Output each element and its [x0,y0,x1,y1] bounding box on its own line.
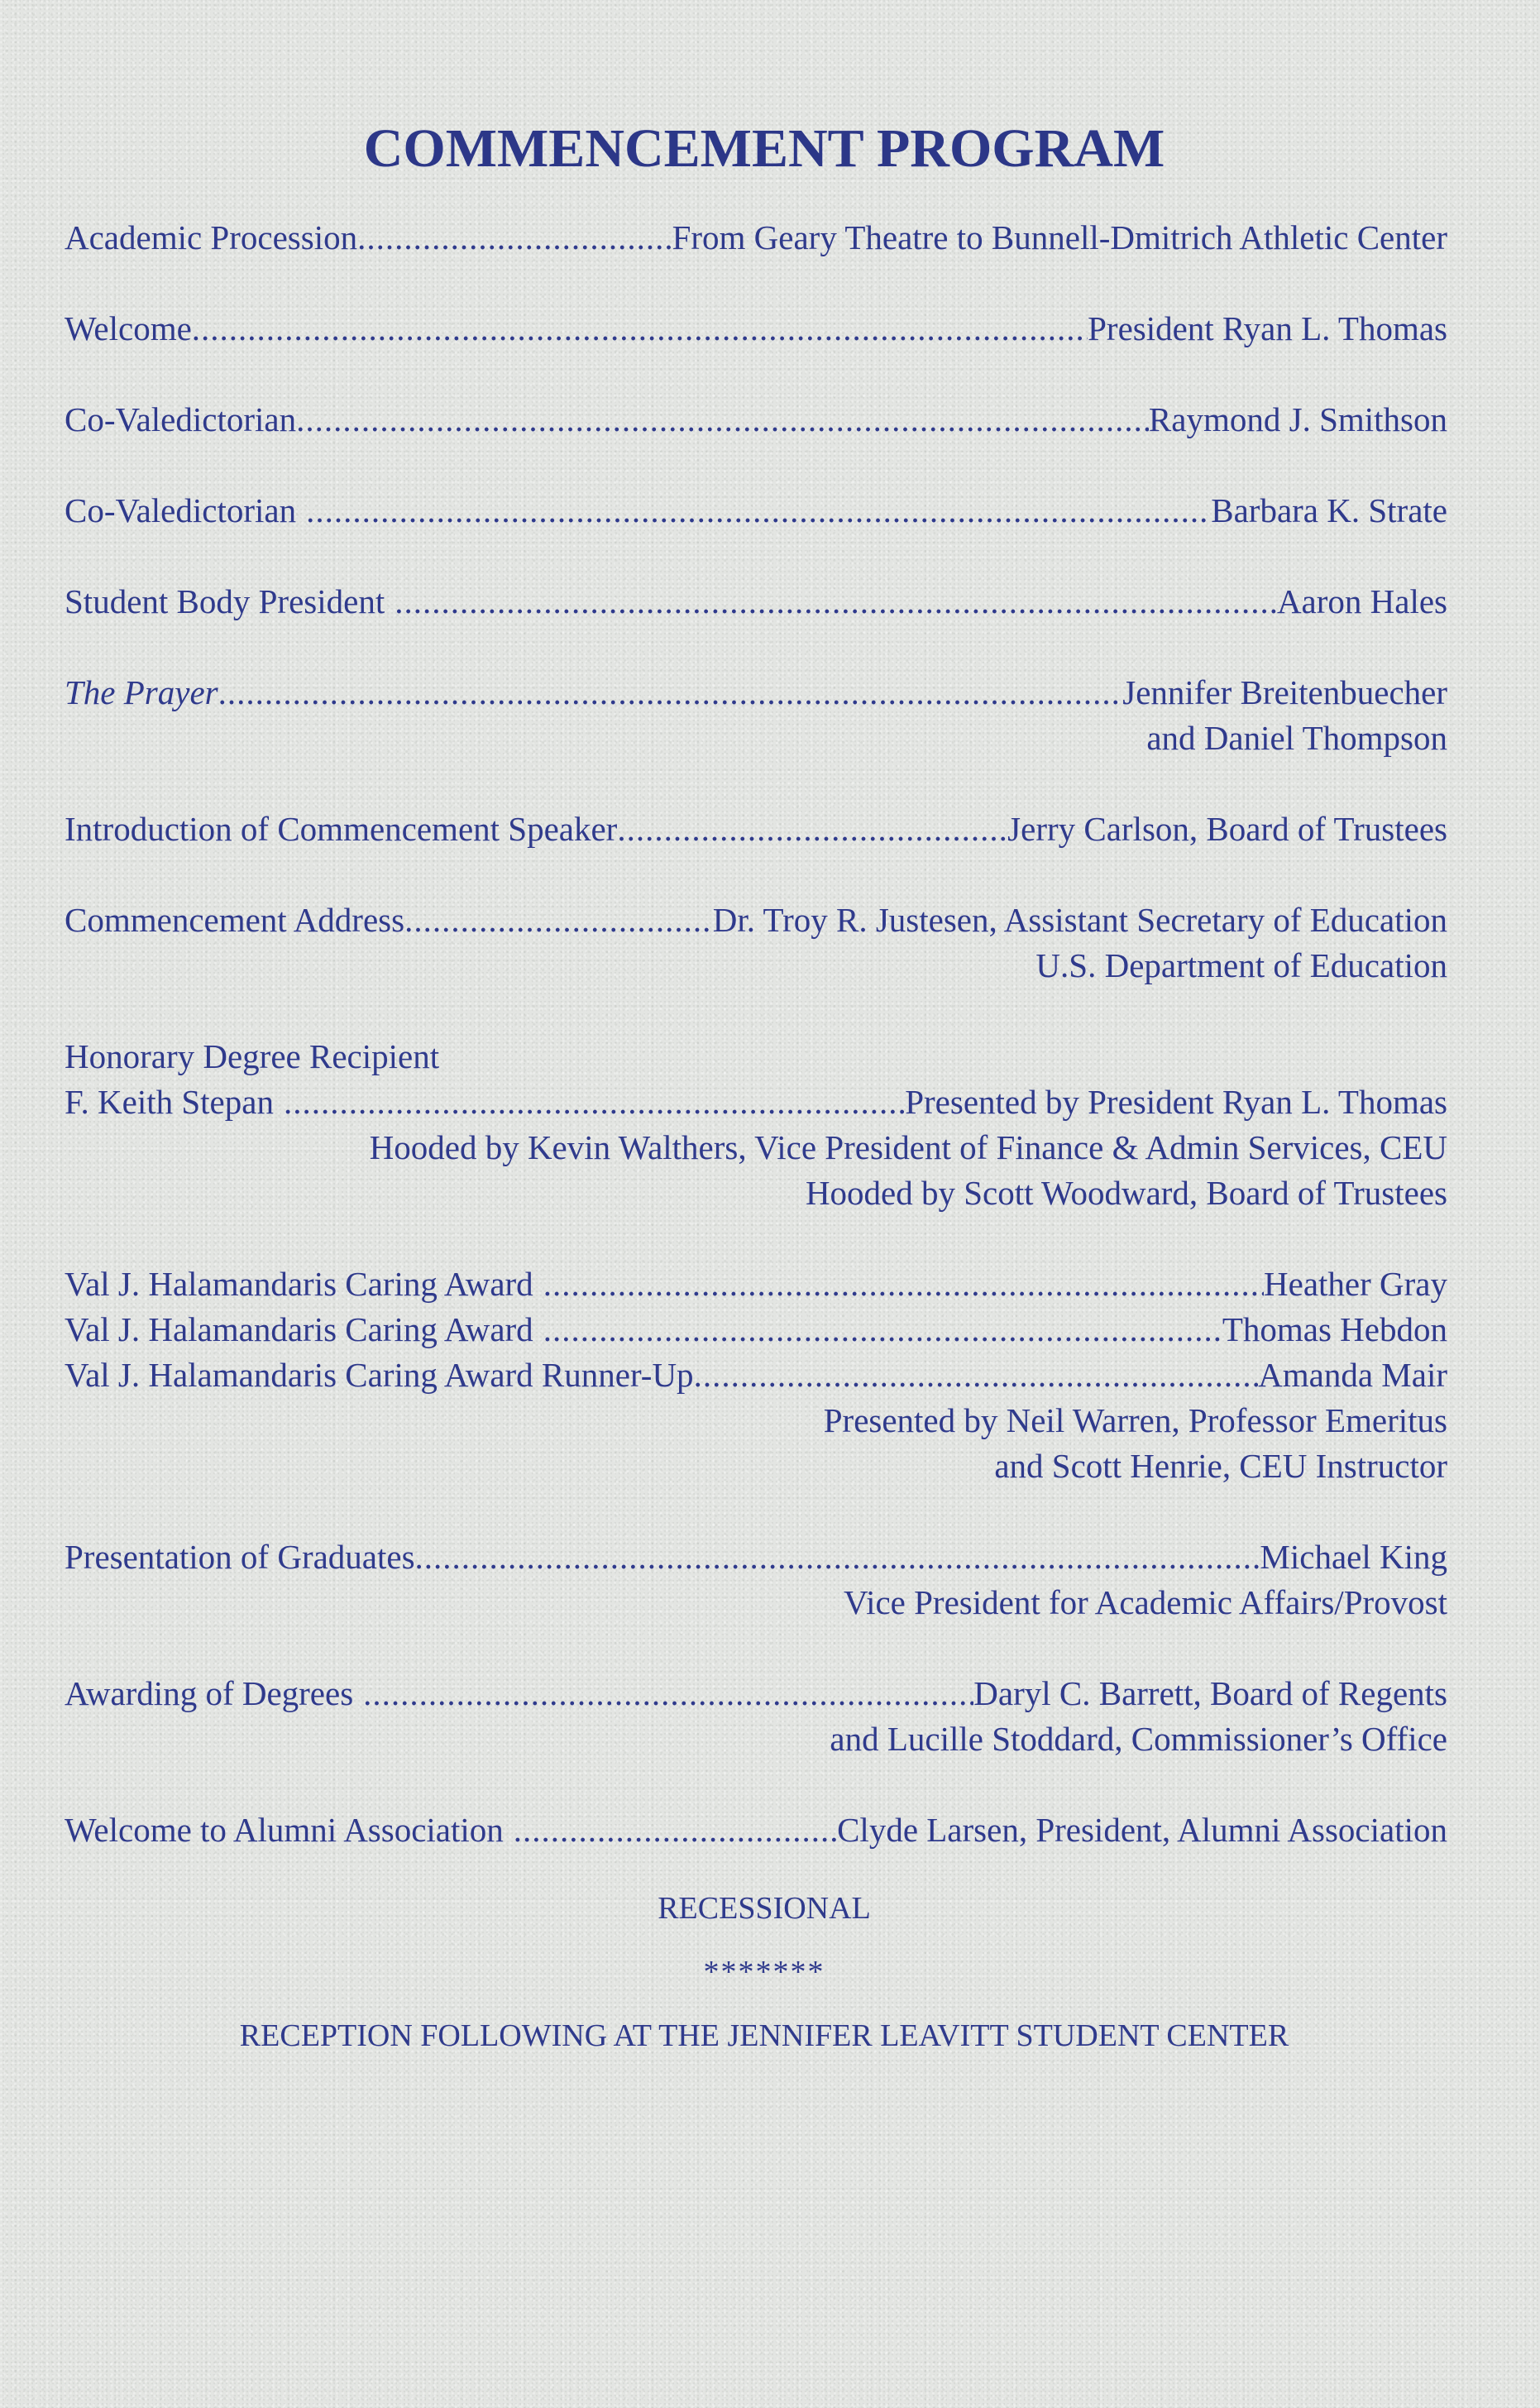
entry-value: Clyde Larsen, President, Alumni Association [837,1811,1447,1849]
entry-label: The Prayer [65,673,218,711]
entry-line [65,1671,1447,1716]
entry-continuation: and Daniel Thompson [1146,719,1447,757]
entry-label: Welcome to Alumni Association [65,1811,504,1849]
entry-continuation: Hooded by Scott Woodward, Board of Trustees [805,1174,1447,1212]
entry-line [65,579,1447,625]
entry-continuation: Presented by Neil Warren, Professor Emeritus [823,1401,1447,1439]
dot-leader [514,1807,837,1853]
entry-label: Student Body President [65,582,385,620]
entry-value: Jennifer Breitenbuecher [1122,673,1447,711]
reception-note: RECEPTION FOLLOWING AT THE JENNIFER LEAVITT STUDENT CENTER [239,2018,1289,2053]
entry-continuation: Hooded by Kevin Walthers, Vice President of Finance & Admin Services, CEU [369,1128,1447,1166]
program-entry-welcome [65,306,1447,352]
program-entry-academic-procession [65,215,1447,261]
entry-continuation: U.S. Department of Education [1035,946,1447,984]
entry-line [65,670,1447,716]
entry-label: Val J. Halamandaris Caring Award [65,1310,533,1348]
entry-label: Academic Procession [65,218,358,256]
dot-leader [404,898,713,943]
dot-leader [363,1671,973,1716]
entry-continuation: and Lucille Stoddard, Commissioner’s Office [830,1720,1447,1758]
dot-leader [306,488,1211,534]
dot-leader [543,1307,1222,1352]
entry-value: Jerry Carlson, Board of Trustees [1007,810,1447,848]
page-title: COMMENCEMENT PROGRAM [363,118,1165,179]
dot-leader [694,1352,1259,1398]
entry-heading: Honorary Degree Recipient [65,1037,440,1075]
entry-line [65,1807,1447,1853]
dot-leader [192,306,1088,352]
dot-leader [284,1080,905,1125]
entry-line [65,807,1447,852]
entry-line [65,215,1447,261]
dot-leader [218,670,1123,716]
entry-line [65,1261,1447,1307]
dot-leader [415,1534,1260,1580]
entry-value: From Geary Theatre to Bunnell-Dmitrich Athletic Center [672,218,1447,256]
entry-value: Aaron Hales [1276,582,1447,620]
entry-value: Dr. Troy R. Justesen, Assistant Secretary of Education [712,901,1447,939]
entry-label: Co-Valedictorian [65,491,297,529]
program-entry-co-valedictorian-1 [65,397,1447,443]
entry-line [65,1534,1447,1580]
dot-leader [296,397,1149,443]
program-entry-co-valedictorian-2 [65,488,1447,534]
entry-label: Awarding of Degrees [65,1674,354,1712]
entry-line [65,1080,1447,1125]
entry-line [65,898,1447,943]
entry-value: Presented by President Ryan L. Thomas [905,1083,1447,1121]
entry-label: Introduction of Commencement Speaker [65,810,618,848]
entry-label: Welcome [65,309,192,347]
dot-leader [617,807,1007,852]
entry-line [65,488,1447,534]
entry-value: Michael King [1260,1538,1447,1576]
separator-stars: ******* [703,1955,825,1989]
entry-line [65,397,1447,443]
entry-value: Daryl C. Barrett, Board of Regents [973,1674,1447,1712]
recessional-heading: RECESSIONAL [658,1891,871,1926]
entry-value: Thomas Hebdon [1222,1310,1447,1348]
program-entry-commencement-address [65,898,1447,989]
program-entry-prayer [65,670,1447,761]
entry-value: President Ryan L. Thomas [1088,309,1447,347]
entry-continuation: Vice President for Academic Affairs/Provost [843,1583,1447,1621]
dot-leader [395,579,1277,625]
entry-line [65,306,1447,352]
program-entry-presentation-of-graduates [65,1534,1447,1625]
program-entry-speaker-introduction [65,807,1447,852]
entry-value: Heather Gray [1264,1265,1447,1303]
program-entry-awarding-of-degrees [65,1671,1447,1762]
program-entry-caring-awards [65,1261,1447,1489]
entry-label: Co-Valedictorian [65,400,297,438]
program-entry-alumni-welcome [65,1807,1447,1853]
entry-continuation: and Scott Henrie, CEU Instructor [994,1447,1447,1485]
program-entry-honorary-degree [65,1034,1447,1216]
dot-leader [543,1261,1264,1307]
entry-value: Amanda Mair [1258,1356,1447,1394]
entry-label: F. Keith Stepan [65,1083,274,1121]
entry-line [65,1352,1447,1398]
entry-label: Presentation of Graduates [65,1538,415,1576]
entry-label: Commencement Address [65,901,405,939]
entry-value: Barbara K. Strate [1211,491,1447,529]
dot-leader [357,215,672,261]
program-entry-student-body-president [65,579,1447,625]
entry-label: Val J. Halamandaris Caring Award Runner-Up [65,1356,694,1394]
entry-label: Val J. Halamandaris Caring Award [65,1265,533,1303]
entry-value: Raymond J. Smithson [1148,400,1447,438]
entry-line [65,1307,1447,1352]
program-content [65,116,1447,2059]
